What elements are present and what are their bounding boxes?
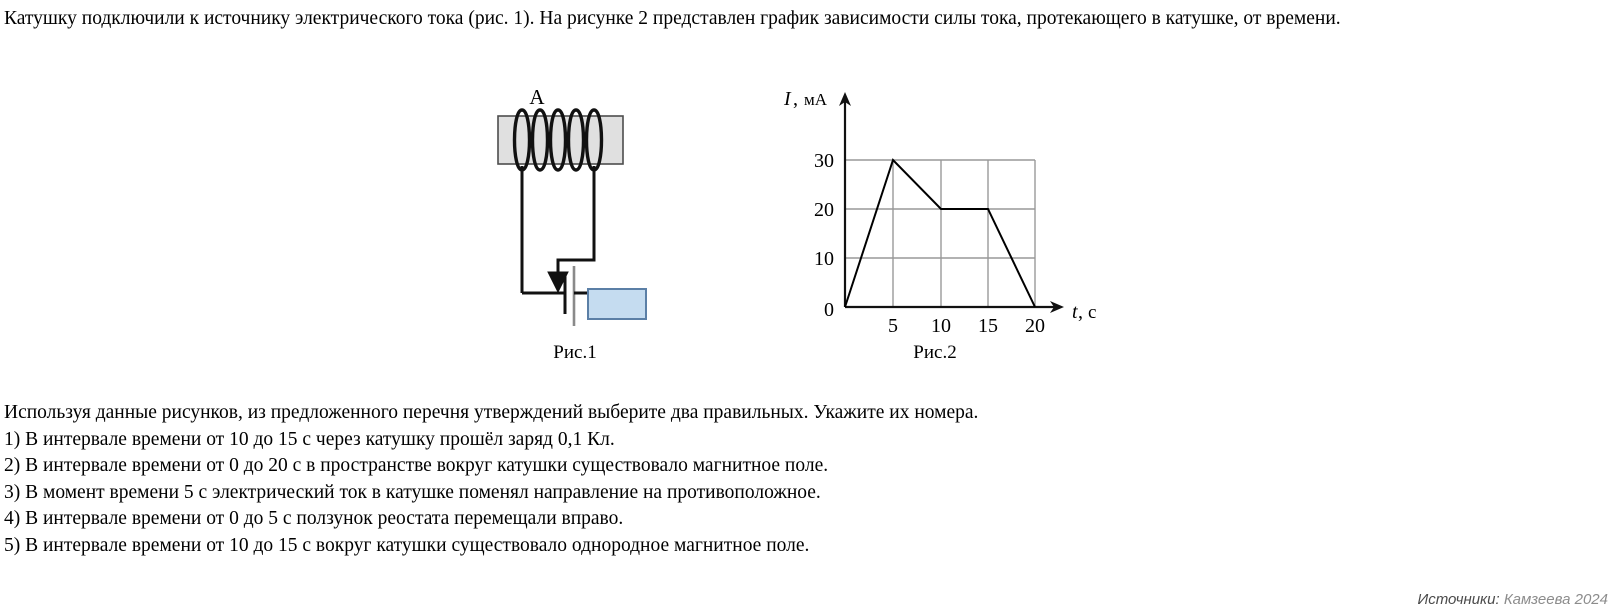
figure-1-caption: Рис.1 <box>553 342 597 363</box>
rheostat-box <box>588 289 646 319</box>
x-axis-unit: с <box>1088 302 1097 323</box>
statements-block <box>4 400 1604 559</box>
y-axis-comma: , <box>793 88 798 110</box>
source-attribution <box>1417 591 1608 608</box>
figure-2-caption: Рис.2 <box>913 342 957 363</box>
y-tick-label-30: 30 <box>814 150 834 172</box>
y-axis-label <box>783 88 828 110</box>
x-tick-label-15: 15 <box>978 315 998 337</box>
x-axis-symbol: t <box>1072 301 1078 323</box>
x-tick-label-5: 5 <box>888 315 898 337</box>
source-label: Источники: <box>1417 591 1500 608</box>
battery-symbol <box>565 266 588 326</box>
y-tick-label-20: 20 <box>814 199 834 221</box>
x-tick-label-10: 10 <box>931 315 951 337</box>
problem-statement: Катушку подключили к источнику электрического тока (рис. 1). На рисунке 2 представлен график зависимости силы тока, протекающего в катушке, от времени. <box>4 8 1341 29</box>
y-axis-symbol: I <box>784 88 791 110</box>
x-axis <box>845 301 1064 313</box>
y-axis <box>839 92 851 307</box>
x-axis-comma: , <box>1078 301 1083 323</box>
statements-prompt: Используя данные рисунков, из предложенного перечня утверждений выберите два правильных. Укажите их номера. <box>4 402 979 423</box>
figure-2-graph <box>770 78 1100 378</box>
wire-right <box>558 166 594 274</box>
current-time-chart-svg <box>770 78 1100 338</box>
circuit-diagram-svg <box>470 78 680 338</box>
figure-1-circuit <box>470 78 680 378</box>
statement-item-2[interactable]: 2) В интервале времени от 0 до 20 с в пространстве вокруг катушки существовало магнитное поле. <box>4 455 829 476</box>
y-axis-unit: мА <box>804 90 828 109</box>
chart-data-line <box>845 160 1035 307</box>
origin-label: 0 <box>824 299 834 321</box>
coil-label-a: A <box>529 85 545 109</box>
y-tick-label-10: 10 <box>814 248 834 270</box>
statement-item-5[interactable]: 5) В интервале времени от 10 до 15 с вокруг катушки существовало однородное магнитное поле. <box>4 534 810 556</box>
figures-row <box>0 78 1616 378</box>
statement-item-3[interactable]: 3) В момент времени 5 с электрический ток в катушке поменял направление на противоположное. <box>4 481 821 503</box>
statement-item-4[interactable]: 4) В интервале времени от 0 до 5 с ползунок реостата перемещали вправо. <box>4 508 624 529</box>
x-tick-label-20: 20 <box>1025 315 1045 337</box>
statement-item-1[interactable]: 1) В интервале времени от 10 до 15 с через катушку прошёл заряд 0,1 Кл. <box>4 428 615 450</box>
x-axis-label <box>1072 301 1096 323</box>
source-value: Камзеева 2024 <box>1503 591 1608 608</box>
